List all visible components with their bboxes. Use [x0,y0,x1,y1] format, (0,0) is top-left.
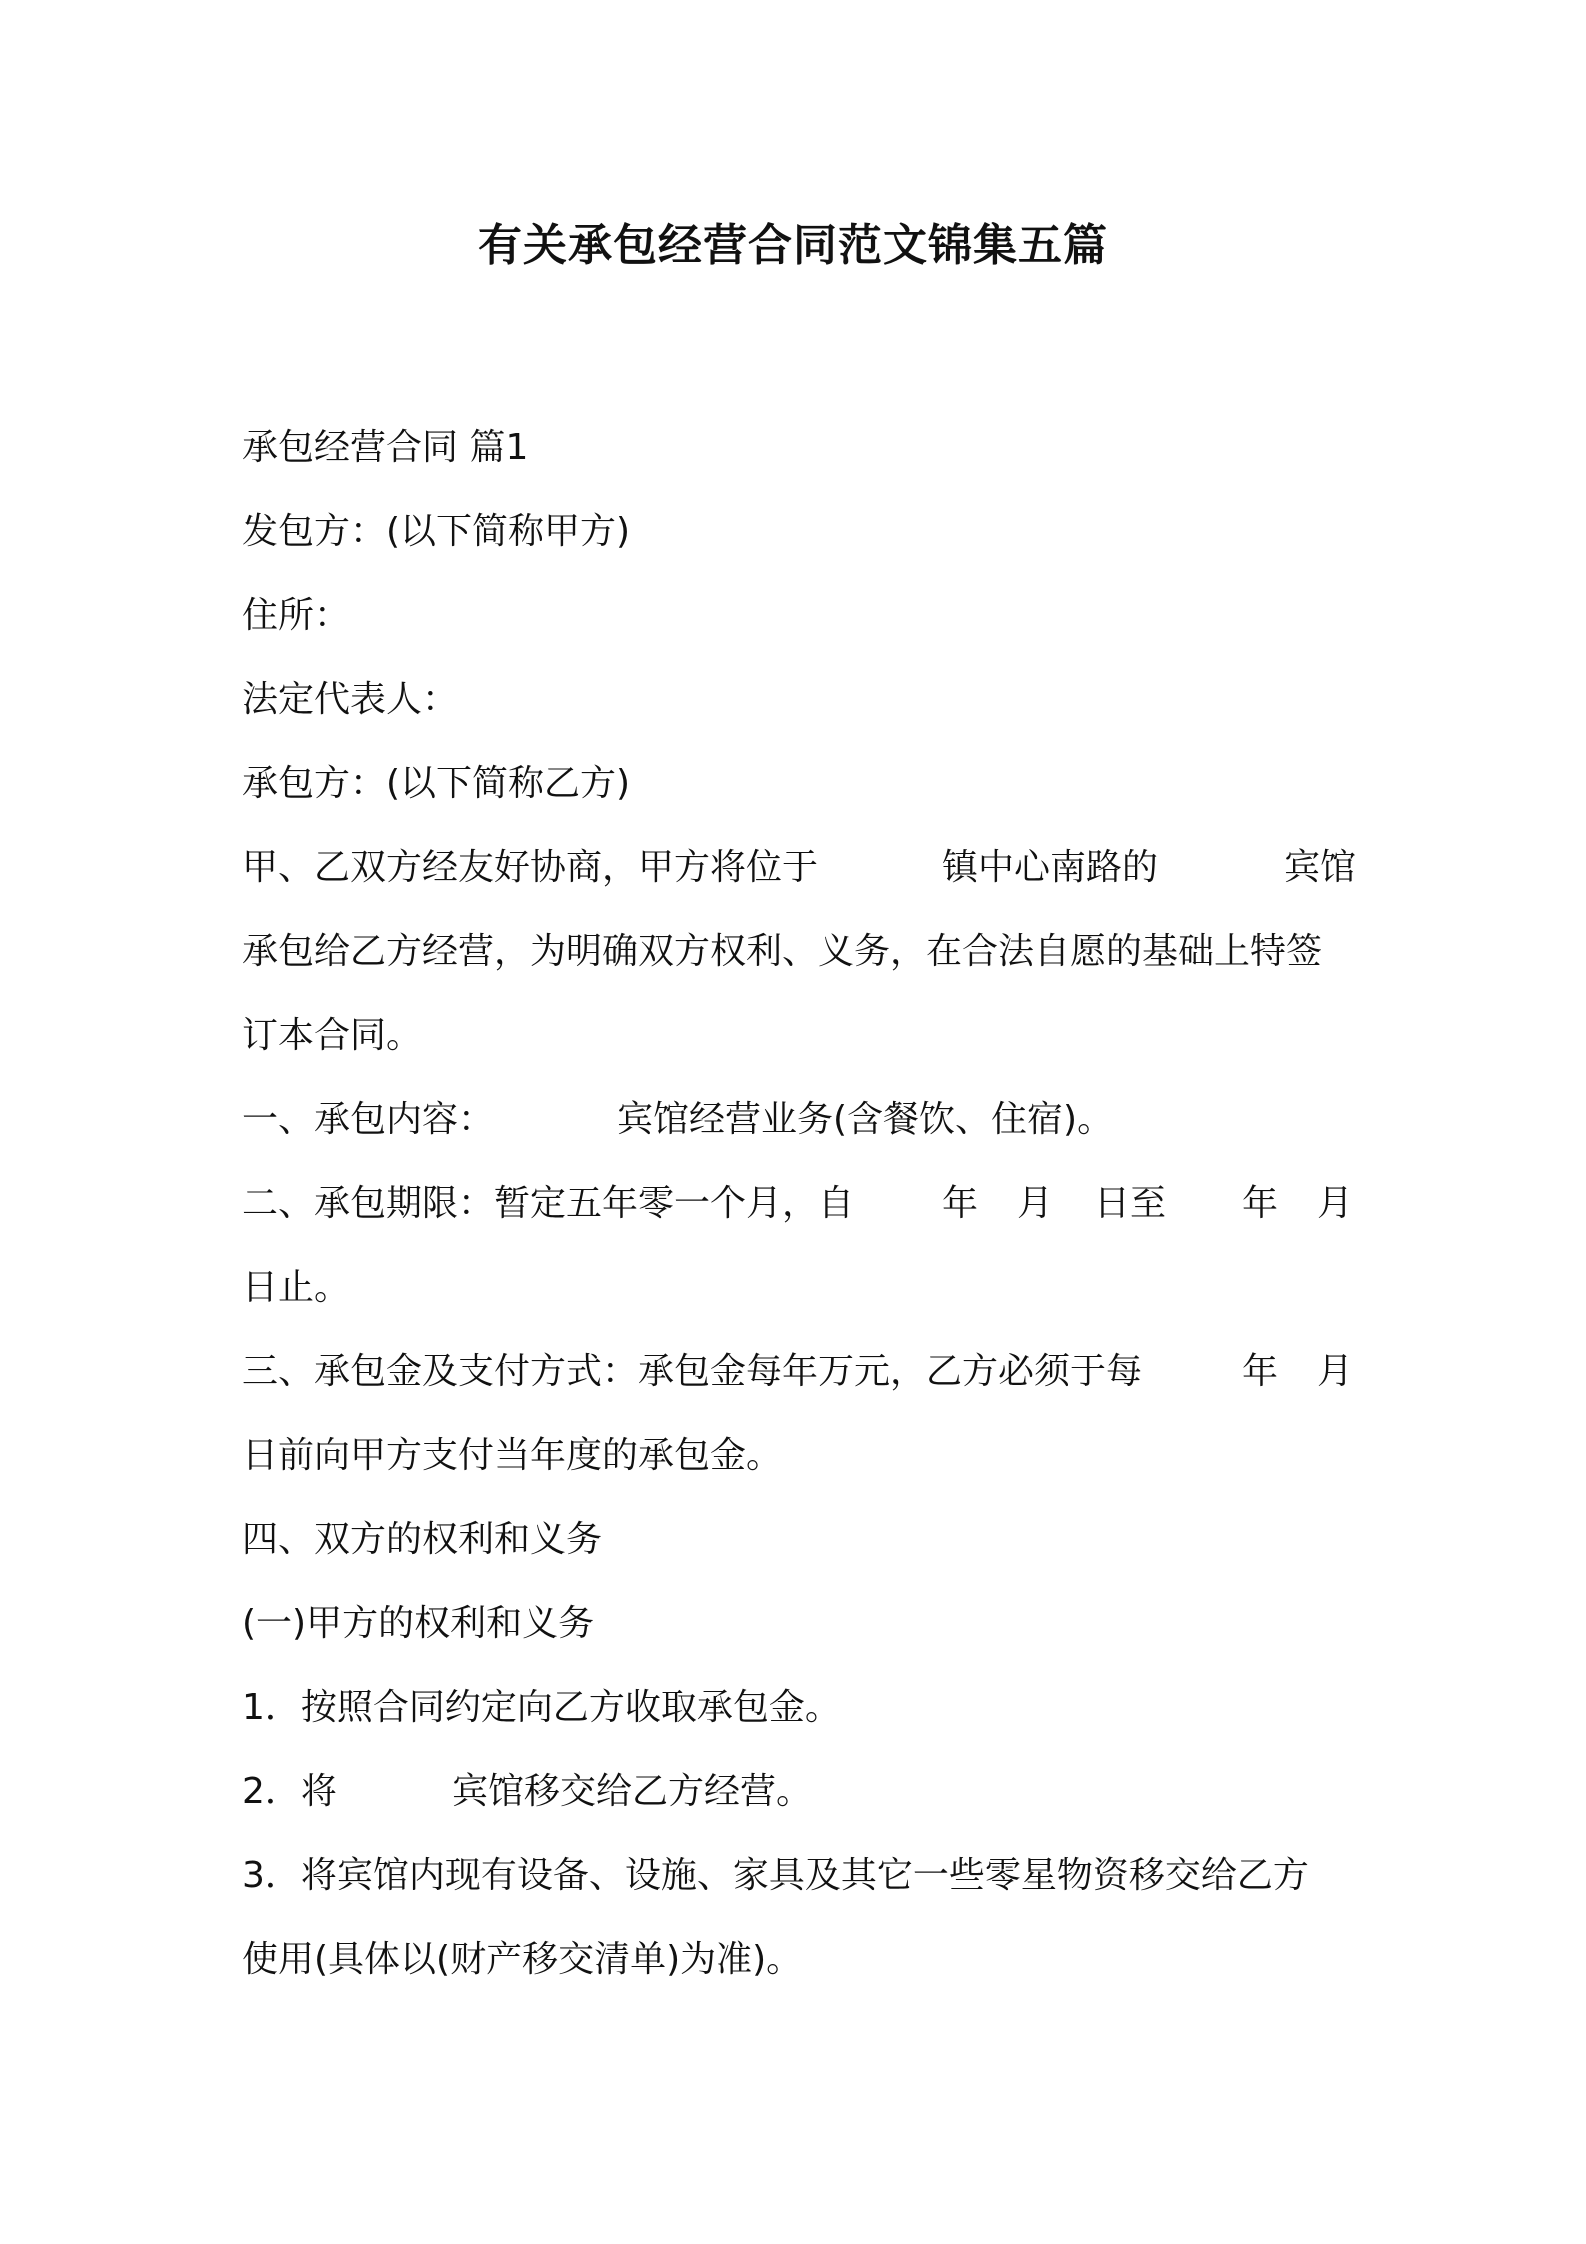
text-segment: 年 [1242,1351,1279,1392]
legal-representative-line: 法定代表人： [242,679,459,720]
text-segment: 宾馆 [1284,847,1357,888]
text-segment: 甲、乙双方经友好协商，甲方将位于 [242,847,819,888]
text-segment: 年 [942,1183,979,1224]
text-segment: 2．将 [242,1771,337,1812]
clause-line [242,1330,1357,1414]
paragraph-line: 承包给乙方经营，为明确双方权利、义务，在合法自愿的基础上特签 [242,931,1323,972]
text-segment: 宾馆移交给乙方经营。 [452,1771,813,1812]
text-segment: 年 [1242,1183,1279,1224]
clause-line: 日前向甲方支付当年度的承包金。 [242,1435,783,1476]
party-a-line: 发包方：(以下简称甲方) [242,511,631,552]
paragraph-line: 订本合同。 [242,1015,423,1056]
text-segment: 镇中心南路的 [942,847,1159,888]
list-item: 1．按照合同约定向乙方收取承包金。 [242,1687,841,1728]
clause-line: 四、双方的权利和义务 [242,1519,603,1560]
text-segment: 宾馆经营业务(含餐饮、住宿)。 [617,1099,1114,1140]
list-item: 3．将宾馆内现有设备、设施、家具及其它一些零星物资移交给乙方 [242,1855,1309,1896]
text-segment: 日至 [1094,1183,1167,1224]
text-segment: 月 [1317,1351,1354,1392]
document-title: 有关承包经营合同范文锦集五篇 [478,220,1108,271]
clause-line [242,1078,1357,1162]
clause-line [242,1162,1357,1246]
text-segment: 三、承包金及支付方式：承包金每年万元，乙方必须于每 [242,1351,1143,1392]
list-item: 使用(具体以(财产移交清单)为准)。 [242,1939,803,1980]
text-segment: 月 [1017,1183,1054,1224]
clause-line: (一)甲方的权利和义务 [242,1603,595,1644]
paragraph-line [242,826,1357,910]
text-segment: 二、承包期限：暂定五年零一个月，自 [242,1183,855,1224]
party-b-line: 承包方：(以下简称乙方) [242,763,631,804]
text-segment: 月 [1317,1183,1354,1224]
list-item [242,1750,1357,1834]
text-segment: 一、承包内容： [242,1099,495,1140]
document-body [242,406,1357,2002]
clause-line: 日止。 [242,1267,351,1308]
section-heading: 承包经营合同 篇1 [242,427,529,468]
address-line: 住所： [242,595,351,636]
